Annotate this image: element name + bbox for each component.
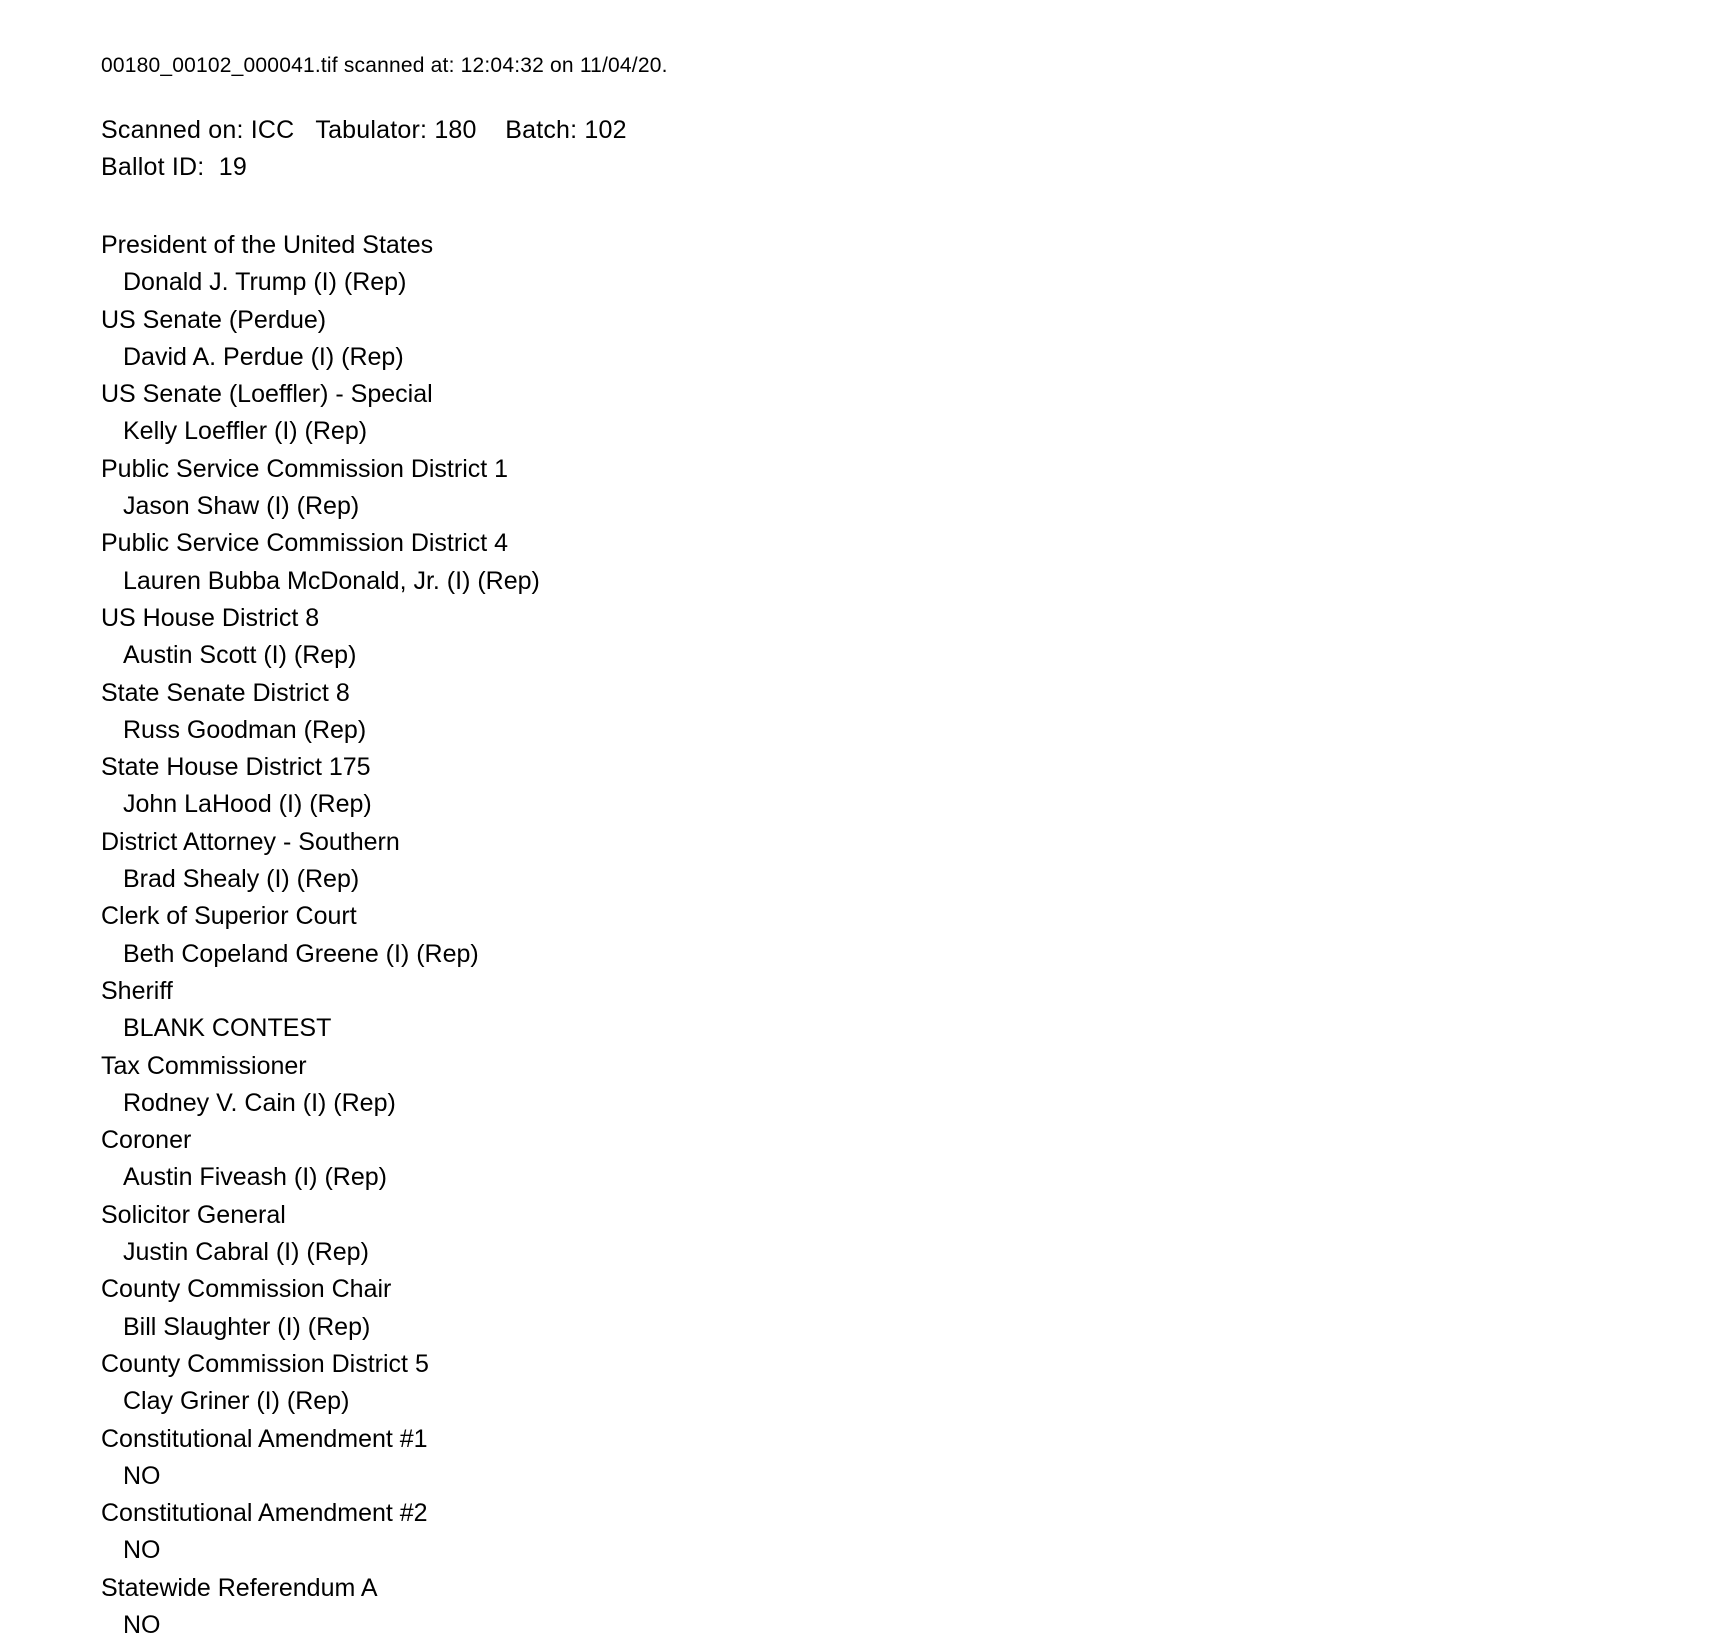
contest-choice: Justin Cabral (I) (Rep)	[123, 1238, 369, 1267]
contest-name: County Commission District 5	[101, 1349, 429, 1378]
scanner-tabulator-batch: Scanned on: ICC Tabulator: 180 Batch: 102	[101, 116, 627, 144]
contest-name: US Senate (Loeffler) - Special	[101, 380, 433, 409]
contest-name: State House District 175	[101, 753, 371, 782]
contest-choice: Rodney V. Cain (I) (Rep)	[123, 1088, 396, 1117]
contest-choice: Jason Shaw (I) (Rep)	[123, 492, 360, 521]
contest-choice: NO	[123, 1610, 161, 1639]
contest-choice: NO	[123, 1461, 161, 1490]
contest-choice: Bill Slaughter (I) (Rep)	[123, 1312, 371, 1341]
contest-choice: NO	[123, 1536, 161, 1565]
contest-choice: Russ Goodman (Rep)	[123, 715, 367, 744]
scan-info-line: 00180_00102_000041.tif scanned at: 12:04:32 on 11/04/20.	[101, 54, 668, 77]
contest-choice: Lauren Bubba McDonald, Jr. (I) (Rep)	[123, 566, 540, 595]
contest-choice: John LaHood (I) (Rep)	[123, 790, 372, 819]
contest-choice: Clay Griner (I) (Rep)	[123, 1387, 350, 1416]
contest-name: Solicitor General	[101, 1200, 286, 1229]
contest-choice: Beth Copeland Greene (I) (Rep)	[123, 939, 479, 968]
contest-choice: Donald J. Trump (I) (Rep)	[123, 268, 407, 297]
contest-name: President of the United States	[101, 231, 434, 259]
contest-name: Public Service Commission District 4	[101, 529, 509, 558]
contest-choice: David A. Perdue (I) (Rep)	[123, 342, 404, 371]
contest-name: Statewide Referendum A	[101, 1573, 378, 1602]
contest-name: Tax Commissioner	[101, 1051, 307, 1080]
contest-name: District Attorney - Southern	[101, 827, 400, 856]
contest-name: Constitutional Amendment #1	[101, 1424, 428, 1453]
contest-choice: Austin Fiveash (I) (Rep)	[123, 1163, 387, 1192]
contest-choice: Kelly Loeffler (I) (Rep)	[123, 417, 368, 446]
contest-name: US House District 8	[101, 603, 320, 632]
contest-name: Clerk of Superior Court	[101, 902, 357, 931]
contest-choice: Austin Scott (I) (Rep)	[123, 641, 357, 670]
contest-name: Constitutional Amendment #2	[101, 1499, 428, 1528]
contest-name: County Commission Chair	[101, 1275, 392, 1304]
contest-name: Coroner	[101, 1126, 192, 1155]
contest-choice: BLANK CONTEST	[123, 1014, 332, 1043]
contest-name: Sheriff	[101, 976, 173, 1005]
contest-name: Public Service Commission District 1	[101, 454, 509, 483]
race-list	[101, 227, 540, 1644]
contest-name: US Senate (Perdue)	[101, 305, 327, 334]
contest-name: State Senate District 8	[101, 678, 350, 707]
ballot-id: Ballot ID: 19	[101, 153, 247, 181]
contest-choice: Brad Shealy (I) (Rep)	[123, 865, 360, 894]
